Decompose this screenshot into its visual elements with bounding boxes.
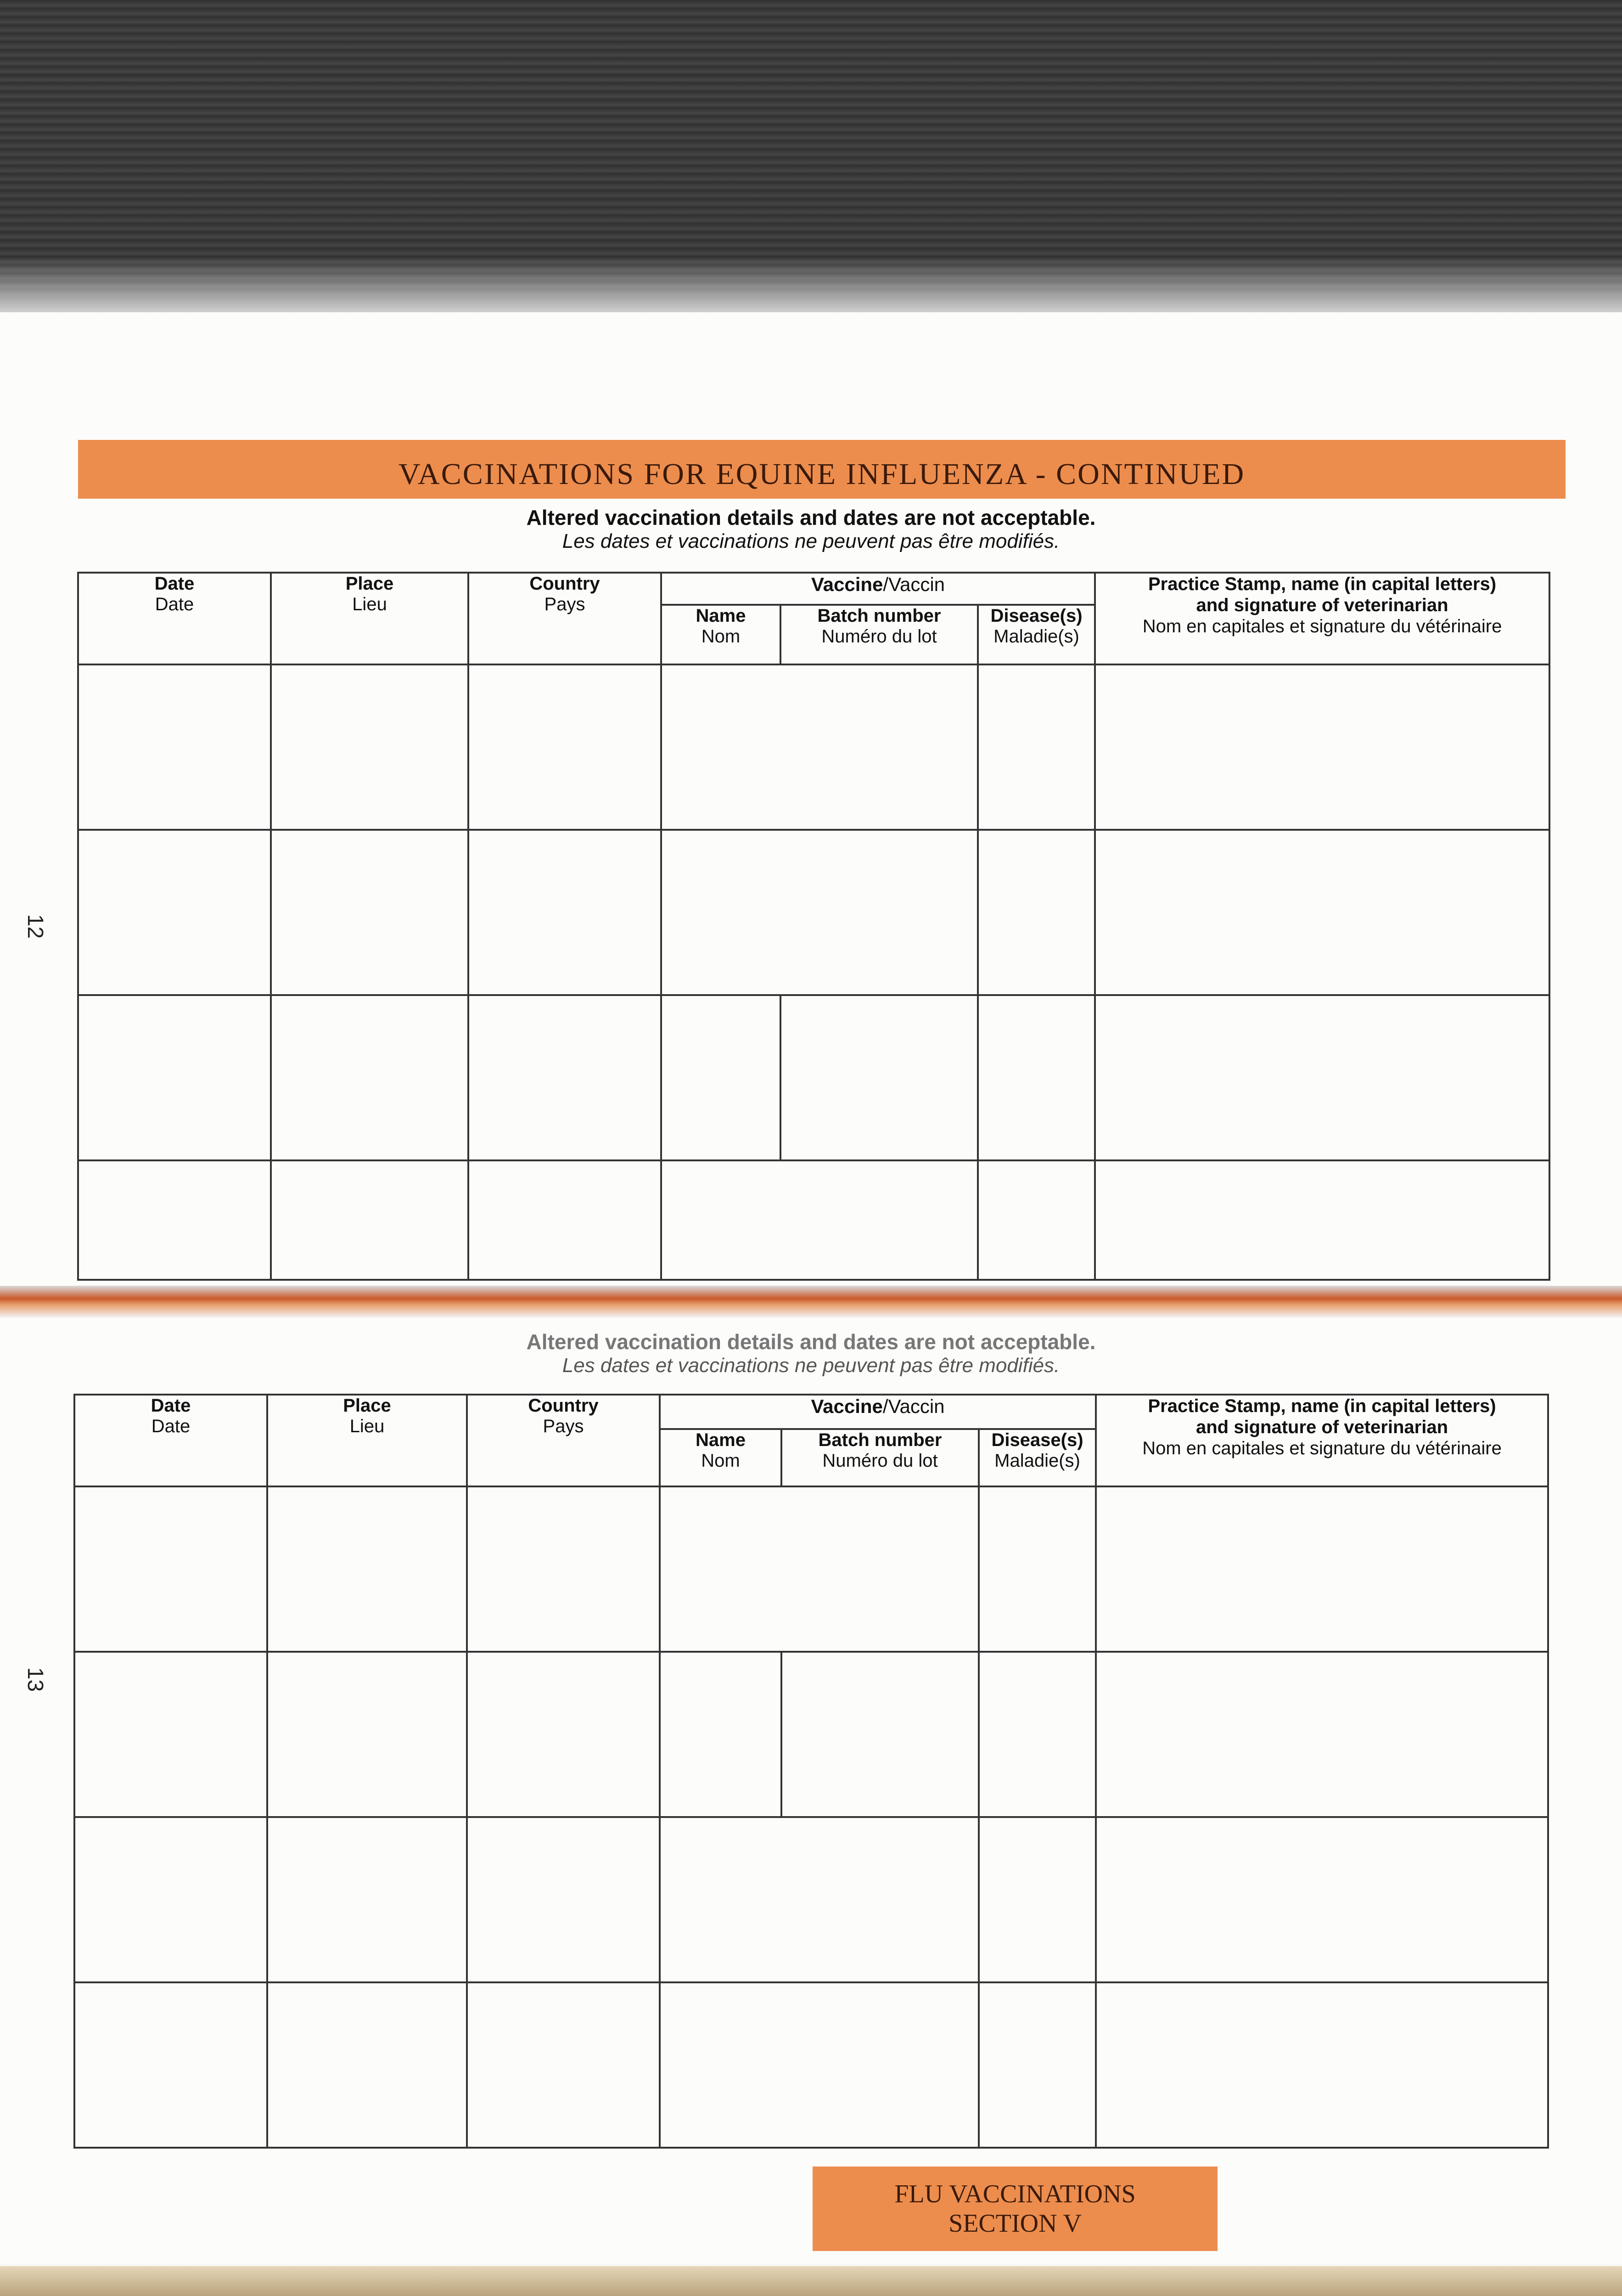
section-banner: VACCINATIONS FOR EQUINE INFLUENZA - CONTINUED: [78, 440, 1566, 499]
header-batch: Batch number Numéro du lot: [781, 1429, 979, 1486]
notice-en: Altered vaccination details and dates are not acceptable.: [526, 506, 1096, 529]
place-cell: [267, 1652, 467, 1817]
practice-stamp: [1096, 1652, 1548, 1817]
table-row: [74, 1486, 1548, 1652]
notice-bottom: [0, 1329, 1622, 1377]
header-vaccine: Vaccine/Vaccin: [660, 1395, 1096, 1429]
header-disease: Disease(s) Maladie(s): [979, 1429, 1096, 1486]
vaccination-table-top: [77, 572, 1550, 1281]
table-row: [74, 1817, 1548, 1982]
header-vaccine: Vaccine/Vaccin: [661, 573, 1095, 605]
table-row: [78, 995, 1549, 1160]
page-number-12: 12: [23, 914, 48, 939]
header-place: Place Lieu: [267, 1395, 467, 1486]
header-name: Name Nom: [660, 1429, 781, 1486]
header-disease: Disease(s) Maladie(s): [978, 605, 1095, 664]
page-fold: [0, 1286, 1622, 1318]
header-name: Name Nom: [661, 605, 780, 664]
date-cell: [74, 1652, 267, 1817]
notice-en: Altered vaccination details and dates are not acceptable.: [526, 1330, 1096, 1354]
table-row: [74, 1982, 1548, 2148]
notice-top: [0, 505, 1622, 553]
header-country: Country Pays: [467, 1395, 660, 1486]
table-row: [78, 664, 1549, 830]
scanner-background: [0, 0, 1622, 312]
header-stamp: Practice Stamp, name (in capital letters) and signature of veterinarian Nom en capitales et signature du vétérinaire: [1096, 1395, 1548, 1486]
batch-cell: [781, 1652, 979, 1817]
notice-fr: Les dates et vaccinations ne peuvent pas être modifiés.: [562, 530, 1060, 552]
header-country: Country Pays: [468, 573, 661, 664]
disease-cell: [979, 1652, 1096, 1817]
table-row: [78, 830, 1549, 995]
table-row: [74, 1652, 1548, 1817]
section-tab-line2: SECTION V: [949, 2209, 1082, 2238]
section-tab-line1: FLU VACCINATIONS: [894, 2180, 1136, 2208]
header-place: Place Lieu: [271, 573, 468, 664]
section-tab: [813, 2167, 1218, 2251]
page-number-13: 13: [23, 1667, 48, 1692]
header-date: Date Date: [78, 573, 271, 664]
header-date: Date Date: [74, 1395, 267, 1486]
notice-fr: Les dates et vaccinations ne peuvent pas être modifiés.: [562, 1354, 1060, 1377]
table-row: [78, 1160, 1549, 1280]
header-batch: Batch number Numéro du lot: [780, 605, 978, 664]
scanner-edge: [0, 2266, 1622, 2296]
header-stamp: Practice Stamp, name (in capital letters) and signature of veterinarian Nom en capitales et signature du vétérinaire: [1095, 573, 1549, 664]
name-cell: [660, 1652, 781, 1817]
country-cell: [467, 1652, 660, 1817]
vaccination-table-bottom: [73, 1394, 1549, 2149]
